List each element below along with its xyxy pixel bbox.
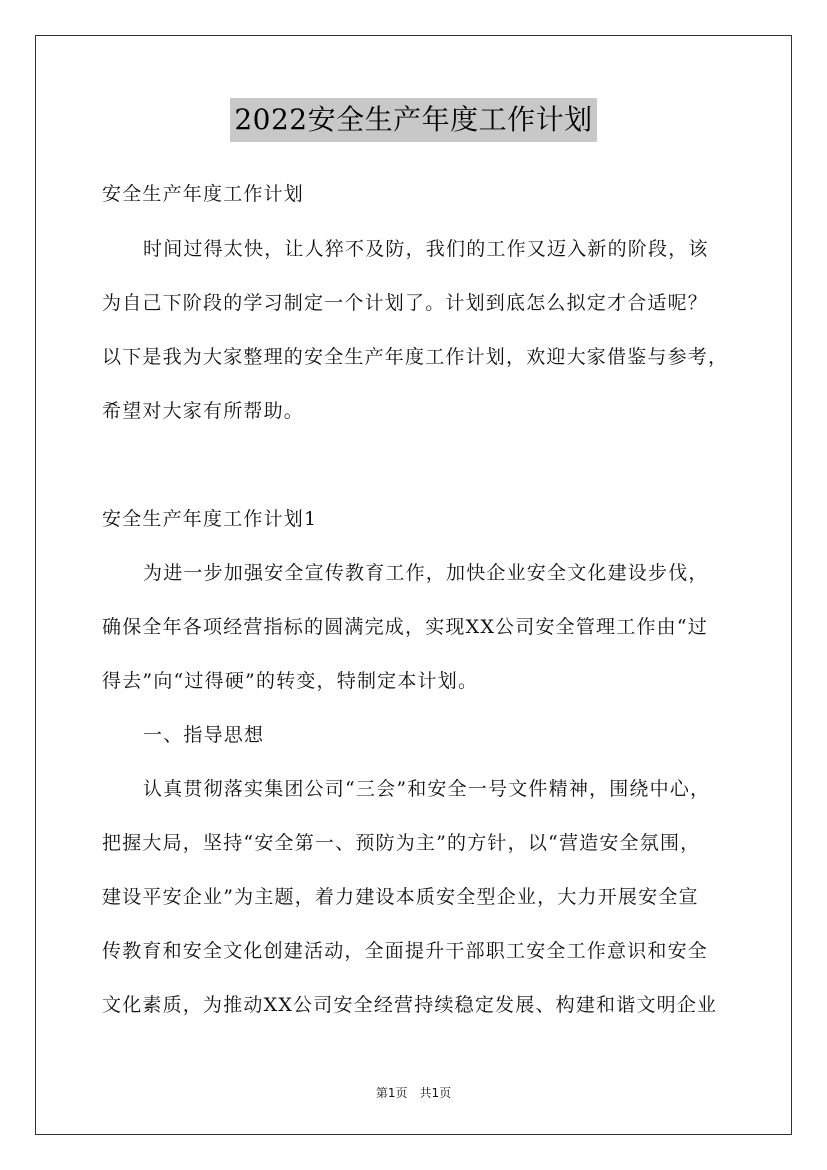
- page-footer: [0, 1084, 827, 1101]
- paragraph-line: 认真贯彻落实集团公司“三会”和安全一号文件精神，围绕中心，: [143, 778, 711, 800]
- paragraph-line: 得去”向“过得硬”的转变，特制定本计划。: [102, 670, 479, 692]
- subtitle: 安全生产年度工作计划: [102, 183, 305, 205]
- section-heading: 安全生产年度工作计划1: [102, 508, 318, 530]
- document-title: 2022安全生产年度工作计划: [230, 98, 596, 142]
- paragraph-line: 时间过得太快，让人猝不及防，我们的工作又迈入新的阶段，该: [143, 238, 709, 260]
- page-number: 第1页: [375, 1086, 408, 1100]
- subsection-heading: 一、指导思想: [143, 724, 265, 746]
- paragraph-line: 文化素质，为推动XX公司安全经营持续稳定发展、构建和谐文明企业: [102, 994, 718, 1016]
- paragraph-line: 希望对大家有所帮助。: [102, 400, 305, 422]
- paragraph-line: 以下是我为大家整理的安全生产年度工作计划，欢迎大家借鉴与参考，: [102, 346, 729, 368]
- title-container: [0, 98, 827, 142]
- page-count: 共1页: [419, 1086, 452, 1100]
- paragraph-line: 确保全年各项经营指标的圆满完成，实现XX公司安全管理工作由“过: [102, 616, 708, 638]
- paragraph-line: 传教育和安全文化创建活动，全面提升干部职工安全工作意识和安全: [102, 940, 709, 962]
- paragraph-line: 为进一步加强安全宣传教育工作，加快企业安全文化建设步伐，: [143, 562, 709, 584]
- paragraph-line: 把握大局，坚持“安全第一、预防为主”的方针，以“营造安全氛围，: [102, 832, 701, 854]
- paragraph-line: 为自己下阶段的学习制定一个计划了。计划到底怎么拟定才合适呢？: [102, 292, 709, 314]
- paragraph-line: 建设平安企业”为主题，着力建设本质安全型企业，大力开展安全宣: [102, 886, 699, 908]
